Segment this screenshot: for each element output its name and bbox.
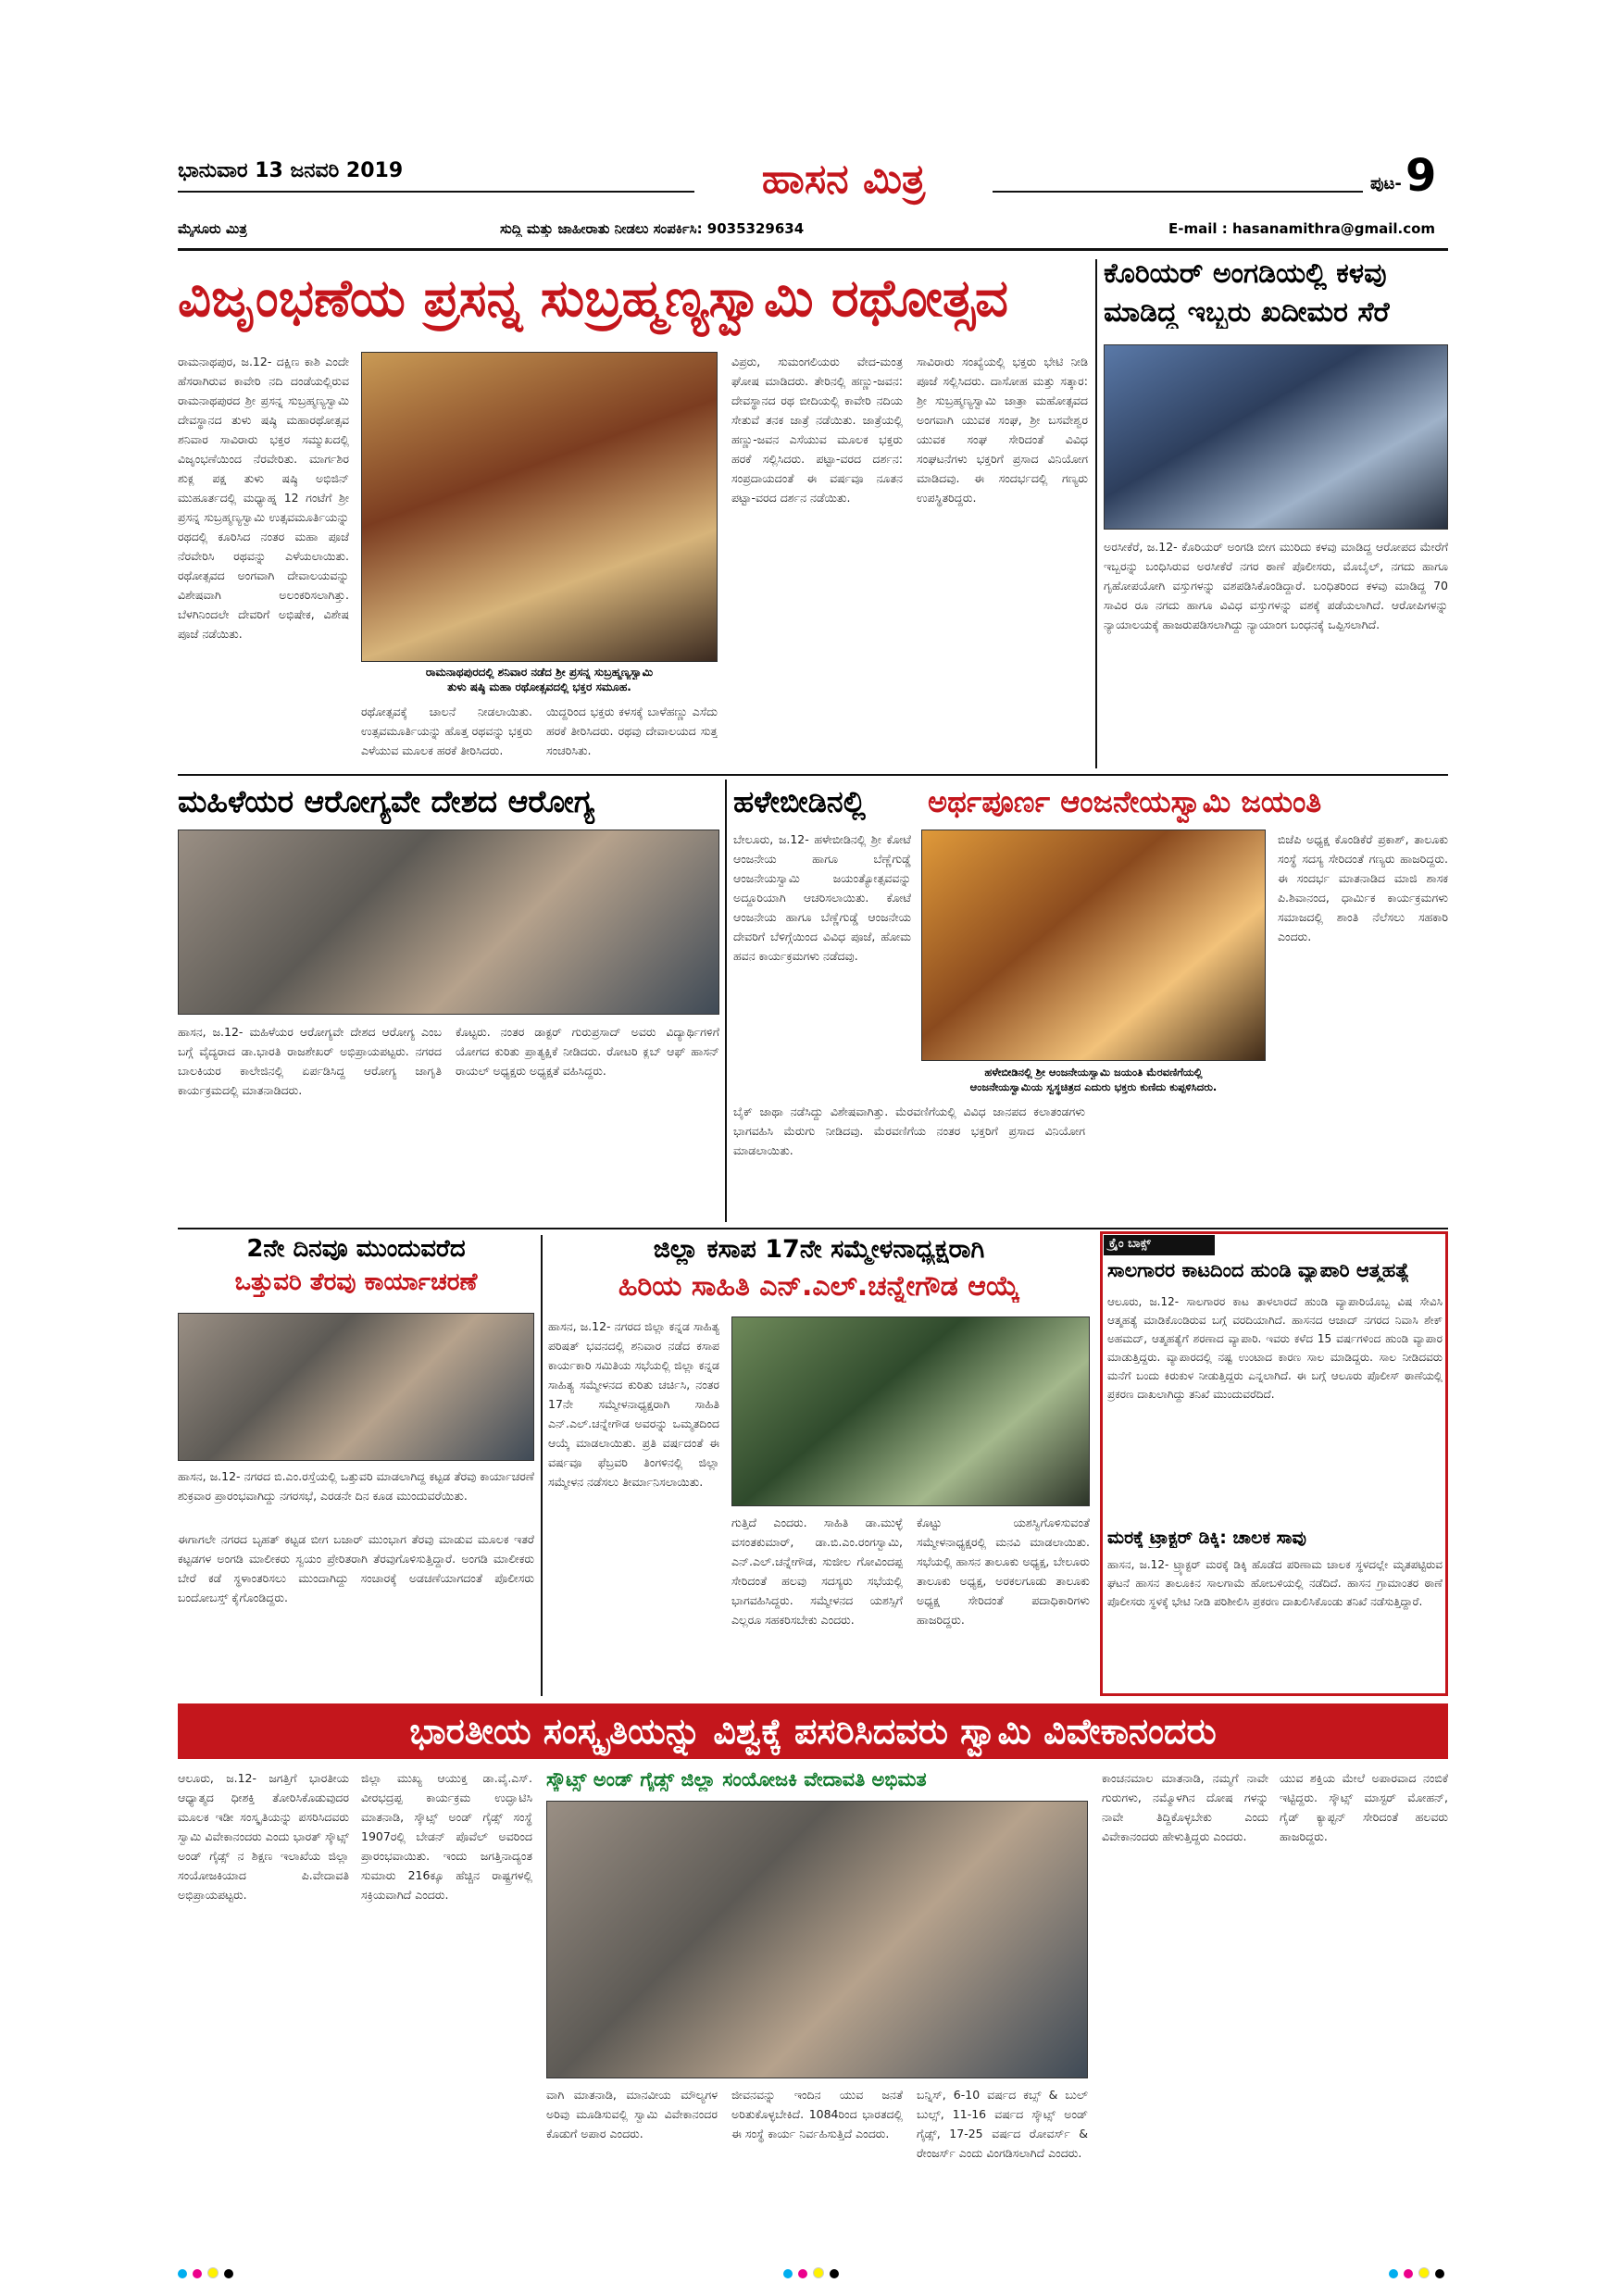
story2-headline-1: ಕೊರಿಯರ್ ಅಂಗಡಿಯಲ್ಲಿ ಕಳವು <box>1104 257 1387 290</box>
story8-col3: ವಾಗಿ ಮಾತನಾಡಿ, ಮಾನವೀಯ ಮೌಲ್ಯಗಳ ಅರಿವು ಮೂಡಿಸುವಲ್ಲಿ ಸ್ವಾಮಿ ವಿವೇಕಾನಂದರ ಕೊಡುಗೆ ಅಪಾರ ಎಂದರು. <box>546 2088 718 2140</box>
cyan-dot <box>178 2269 187 2278</box>
story3-headline: ಮಹಿಳೆಯರ ಆರೋಗ್ಯವೇ ದೇಶದ ಆರೋಗ್ಯ <box>178 783 595 819</box>
story4-headline-prefix: ಹಳೇಬೀಡಿನಲ್ಲಿ <box>733 784 866 819</box>
story8-sub-headline: ಸ್ಕೌಟ್ಸ್ ಅಂಡ್ ಗೈಡ್ಸ್ ಜಿಲ್ಲಾ ಸಂಯೋಜಕಿ ವೇದಾವತಿ ಅಭಿಮತ <box>546 1768 927 1791</box>
column-divider-mid <box>725 780 727 1222</box>
story8-col2: ಜಿಲ್ಲಾ ಮುಖ್ಯ ಆಯುಕ್ತ ಡಾ.ವೈ.ಎಸ್. ವೀರಭದ್ರಪ್ಪ ಕಾರ್ಯಕ್ರಮ ಉದ್ಘಾಟಿಸಿ ಮಾತನಾಡಿ, ಸ್ಕೌಟ್ಸ್ ಅಂಡ್ ಗೈಡ್ಸ್ ಸಂಸ್ಥೆ 1907ರಲ್ಲಿ ಬೇಡನ್ ಪೊವೆಲ್ ಅವರಿಂದ ಪ್ರಾರಂಭವಾಯಿತು. ಇಂದು ಜಗತ್ತಿನಾದ್ಯಂತ ಸುಮಾರು 216ಕ್ಕೂ ಹೆಚ್ಚಿನ ರಾಷ್ಟ್ರಗಳಲ್ಲಿ ಸಕ್ರಿಯವಾಗಿದೆ ಎಂದರು. <box>361 1771 532 1902</box>
story4-photo <box>921 830 1266 1061</box>
cyan-dot <box>783 2269 793 2278</box>
yellow-dot <box>207 2267 219 2278</box>
magenta-dot <box>193 2269 202 2278</box>
story4-caption-1: ಹಳೇಬೀಡಿನಲ್ಲಿ ಶ್ರೀ ಆಂಜನೇಯಸ್ವಾಮಿ ಜಯಂತಿ ಮೆರವಣಿಗೆಯಲ್ಲಿ <box>921 1065 1266 1079</box>
story7-sub-headline: ಮರಕ್ಕೆ ಟ್ರಾಕ್ಟರ್ ಡಿಕ್ಕಿ: ಚಾಲಕ ಸಾವು <box>1107 1528 1306 1548</box>
section-rule-2 <box>178 1228 1448 1229</box>
story2-body: ಅರಸೀಕೆರೆ, ಜ.12- ಕೊರಿಯರ್ ಅಂಗಡಿ ಬೀಗ ಮುರಿದು ಕಳವು ಮಾಡಿದ್ದ ಆರೋಪದ ಮೇರೆಗೆ ಇಬ್ಬರನ್ನು ಬಂಧಿಸಿರುವ ಅರಸೀಕೆರೆ ನಗರ ಠಾಣೆ ಪೊಲೀಸರು, ಮೊಬೈಲ್, ನಗದು ಹಾಗೂ ಗೃಹೋಪಯೋಗಿ ವಸ್ತುಗಳನ್ನು ವಶಪಡಿಸಿಕೊಂಡಿದ್ದಾರೆ. ಬಂಧಿತರಿಂದ ಕಳವು ಮಾಡಿದ್ದ 70 ಸಾವಿರ ರೂ ನಗದು ಹಾಗೂ ವಿವಿಧ ವಸ್ತುಗಳನ್ನು ವಶಕ್ಕೆ ಪಡೆಯಲಾಗಿದೆ. ಆರೋಪಿಗಳನ್ನು ನ್ಯಾಯಾಲಯಕ್ಕೆ ಹಾಜರುಪಡಿಸಲಾಗಿದ್ದು ನ್ಯಾಯಾಂಗ ಬಂಧನಕ್ಕೆ ಒಪ್ಪಿಸಲಾಗಿದೆ. <box>1104 540 1448 631</box>
story2-photo <box>1104 344 1448 530</box>
story3-col2: ಕೊಟ್ಟರು. ನಂತರ ಡಾಕ್ಟರ್ ಗುರುಪ್ರಸಾದ್ ಅವರು ವಿದ್ಯಾರ್ಥಿಗಳಿಗೆ ಯೋಗದ ಕುರಿತು ಪ್ರಾತ್ಯಕ್ಷಿಕೆ ನೀಡಿದರು. ರೋಟರಿ ಕ್ಲಬ್ ಆಫ್ ಹಾಸನ್ ರಾಯಲ್ ಅಧ್ಯಕ್ಷರು ಅಧ್ಯಕ್ಷತೆ ವಹಿಸಿದ್ದರು. <box>456 1025 719 1078</box>
story1-col4: ವಿಪ್ರರು, ಸುಮಂಗಲಿಯರು ವೇದ-ಮಂತ್ರ ಘೋಷ ಮಾಡಿದರು. ತೇರಿನಲ್ಲಿ ಹಣ್ಣು-ಜವನ: ದೇವಸ್ಥಾನದ ರಥ ಬೀದಿಯಲ್ಲಿ ಕಾವೇರಿ ನದಿಯ ಸೇತುವೆ ತನಕ ಜಾತ್ರೆ ನಡೆಯಿತು. ಜಾತ್ರೆಯಲ್ಲಿ ಹಣ್ಣು-ಜವನ ಎಸೆಯುವ ಮೂಲಕ ಭಕ್ತರು ಹರಕೆ ಸಲ್ಲಿಸಿದರು. ಪಟ್ಟಾ-ವರದ ದರ್ಶನ: ಸಂಪ್ರದಾಯದಂತೆ ಈ ವರ್ಷವೂ ನೂತನ ಪಟ್ಟಾ-ವರದ ದರ್ಶನ ನಡೆಯಿತು. <box>731 355 903 505</box>
page-label: ಪುಟ- <box>1370 174 1402 193</box>
story8-col6: ಕಾಂಚನಮಾಲ ಮಾತನಾಡಿ, ನಮ್ಮಗೆ ನಾವೇ ಗುರುಗಳು, ನಮ್ಮೊಳಗಿನ ದೋಷ ಗಳನ್ನು ನಾವೇ ತಿದ್ದಿಕೊಳ್ಳಬೇಕು ಎಂದು ವಿವೇಕಾನಂದರು ಹೇಳುತ್ತಿದ್ದರು ಎಂದರು. <box>1102 1771 1268 1843</box>
story8-headline: ಭಾರತೀಯ ಸಂಸ್ಕೃತಿಯನ್ನು ವಿಶ್ವಕ್ಕೆ ಪಸರಿಸಿದವರು ಸ್ವಾಮಿ ವಿವೇಕಾನಂದರು <box>178 1703 1448 1759</box>
story1-col3: ಯಿದ್ದರಿಂದ ಭಕ್ತರು ಕಳಸಕ್ಕೆ ಬಾಳೆಹಣ್ಣು ಎಸೆದು ಹರಕೆ ತೀರಿಸಿದರು. ರಥವು ದೇವಾಲಯದ ಸುತ್ತ ಸಂಚರಿಸಿತು. <box>546 705 718 757</box>
story8-col4: ಜೀವನವನ್ನು ಇಂದಿನ ಯುವ ಜನತೆ ಅರಿತುಕೊಳ್ಳಬೇಕಿದೆ. 1084ರಿಂದ ಭಾರತದಲ್ಲಿ ಈ ಸಂಸ್ಥೆ ಕಾರ್ಯ ನಿರ್ವಹಿಸುತ್ತಿದೆ ಎಂದರು. <box>731 2088 903 2140</box>
story8-col7: ಯುವ ಶಕ್ತಿಯ ಮೇಲೆ ಅಪಾರವಾದ ನಂಬಿಕೆ ಇಟ್ಟಿದ್ದರು. ಸ್ಕೌಟ್ಸ್ ಮಾಸ್ಟರ್ ಮೋಹನ್, ಗೈಡ್ ಕ್ಯಾಪ್ಟನ್ ಸೇರಿದಂತೆ ಹಲವರು ಹಾಜರಿದ್ದರು. <box>1280 1771 1448 1843</box>
masthead-left-rule <box>178 191 694 193</box>
registration-dots-center <box>783 2265 844 2282</box>
masthead-bottom-rule <box>178 248 1448 251</box>
story8-photo <box>546 1801 1088 2078</box>
black-dot <box>1435 2269 1444 2278</box>
story4-col2: ಬೈಕ್ ಜಾಥಾ ನಡೆಸಿದ್ದು ವಿಶೇಷವಾಗಿತ್ತು. ಮೆರವಣಿಗೆಯಲ್ಲಿ ವಿವಿಧ ಜಾನಪದ ಕಲಾತಂಡಗಳು ಭಾಗವಹಿಸಿ ಮೆರುಗು ನೀಡಿದವು. ಮೆರವಣಿಗೆಯ ನಂತರ ಭಕ್ತರಿಗೆ ಪ್ರಸಾದ ವಿನಿಯೋಗ ಮಾಡಲಾಯಿತು. <box>733 1104 1085 1157</box>
story5-body1: ಹಾಸನ, ಜ.12- ನಗರದ ಬಿ.ಎಂ.ರಸ್ತೆಯಲ್ಲಿ ಒತ್ತುವರಿ ಮಾಡಲಾಗಿದ್ದ ಕಟ್ಟಡ ತೆರವು ಕಾರ್ಯಾಚರಣೆ ಶುಕ್ರವಾರ ಪ್ರಾರಂಭವಾಗಿದ್ದು ನಗರಸಭೆ, ಎರಡನೇ ದಿನ ಕೂಡ ಮುಂದುವರೆಯಿತು. <box>178 1469 534 1503</box>
story1-photo <box>361 352 718 662</box>
crime-box-tag-label: ಕ್ರೈಂ ಬಾಕ್ಸ್ <box>1109 1237 1151 1251</box>
page-number: 9 <box>1405 150 1437 202</box>
story1-col5: ಸಾವಿರಾರು ಸಂಖ್ಯೆಯಲ್ಲಿ ಭಕ್ತರು ಭೇಟಿ ನೀಡಿ ಪೂಜೆ ಸಲ್ಲಿಸಿದರು. ದಾಸೋಹ ಮತ್ತು ಸತ್ಕಾರ: ಶ್ರೀ ಸುಬ್ರಹ್ಮಣ್ಯಸ್ವಾಮಿ ಜಾತ್ರಾ ಮಹೋತ್ಸವದ ಅಂಗವಾಗಿ ಯುವಕ ಸಂಘ, ಶ್ರೀ ಬಸವೇಶ್ವರ ಯುವಕ ಸಂಘ ಸೇರಿದಂತೆ ವಿವಿಧ ಸಂಘಟನೆಗಳು ಭಕ್ತರಿಗೆ ಪ್ರಸಾದ ವಿನಿಯೋಗ ಮಾಡಿದವು. ಈ ಸಂದರ್ಭದಲ್ಲಿ ಗಣ್ಯರು ಉಪಸ್ಥಿತರಿದ್ದರು. <box>917 355 1088 505</box>
story6-col1: ಹಾಸನ, ಜ.12- ನಗರದ ಜಿಲ್ಲಾ ಕನ್ನಡ ಸಾಹಿತ್ಯ ಪರಿಷತ್ ಭವನದಲ್ಲಿ ಶನಿವಾರ ನಡೆದ ಕಸಾಪ ಕಾರ್ಯಕಾರಿ ಸಮಿತಿಯ ಸಭೆಯಲ್ಲಿ ಜಿಲ್ಲಾ ಕನ್ನಡ ಸಾಹಿತ್ಯ ಸಮ್ಮೇಳನದ ಕುರಿತು ಚರ್ಚಿಸಿ, ನಂತರ 17ನೇ ಸಮ್ಮೇಳನಾಧ್ಯಕ್ಷರಾಗಿ ಸಾಹಿತಿ ಎನ್.ಎಲ್.ಚನ್ನೇಗೌಡ ಅವರನ್ನು ಒಮ್ಮತದಿಂದ ಆಯ್ಕೆ ಮಾಡಲಾಯಿತು. ಪ್ರತಿ ವರ್ಷದಂತೆ ಈ ವರ್ಷವೂ ಫೆಬ್ರವರಿ ತಿಂಗಳಿನಲ್ಲಿ ಜಿಲ್ಲಾ ಸಮ್ಮೇಳನ ನಡೆಸಲು ತೀರ್ಮಾನಿಸಲಾಯಿತು. <box>548 1319 719 1489</box>
story8-col1: ಆಲೂರು, ಜ.12- ಜಗತ್ತಿಗೆ ಭಾರತೀಯ ಆಧ್ಯಾತ್ಮದ ಧೀಶಕ್ತಿ ತೋರಿಸಿಕೊಡುವುದರ ಮೂಲಕ ಇಡೀ ಸಂಸ್ಕೃತಿಯನ್ನು ಪಸರಿಸಿದವರು ಸ್ವಾಮಿ ವಿವೇಕಾನಂದರು ಎಂದು ಭಾರತ್ ಸ್ಕೌಟ್ಸ್ ಅಂಡ್ ಗೈಡ್ಸ್ ನ ಶಿಕ್ಷಣ ಇಲಾಖೆಯ ಜಿಲ್ಲಾ ಸಂಯೋಜಕಿಯಾದ ಪಿ.ವೇದಾವತಿ ಅಭಿಪ್ರಾಯಪಟ್ಟರು. <box>178 1771 349 1902</box>
masthead-right-rule <box>993 191 1363 193</box>
magenta-dot <box>1404 2269 1413 2278</box>
story6-col3: ಕೊಟ್ಟು ಯಶಸ್ವಿಗೊಳಿಸುವಂತೆ ಸಮ್ಮೇಳನಾಧ್ಯಕ್ಷರಲ್ಲಿ ಮನವಿ ಮಾಡಲಾಯಿತು. ಸಭೆಯಲ್ಲಿ ಹಾಸನ ತಾಲೂಕು ಅಧ್ಯಕ್ಷ, ಬೇಲೂರು ತಾಲೂಕು ಅಧ್ಯಕ್ಷ, ಅರಕಲಗೂಡು ತಾಲೂಕು ಅಧ್ಯಕ್ಷ ಸೇರಿದಂತೆ ಪದಾಧಿಕಾರಿಗಳು ಹಾಜರಿದ್ದರು. <box>917 1516 1090 1627</box>
masthead-title: ಹಾಸನ ಮಿತ್ರ <box>761 156 926 203</box>
story5-headline-1: 2ನೇ ದಿನವೂ ಮುಂದುವರೆದ <box>246 1235 466 1263</box>
column-divider-top <box>1095 259 1097 768</box>
story6-headline-1: ಜಿಲ್ಲಾ ಕಸಾಪ 17ನೇ ಸಮ್ಮೇಳನಾಧ್ಯಕ್ಷರಾಗಿ <box>653 1235 985 1264</box>
story1-col1: ರಾಮನಾಥಪುರ, ಜ.12- ದಕ್ಷಿಣ ಕಾಶಿ ಎಂದೇ ಹೆಸರಾಗಿರುವ ಕಾವೇರಿ ನದಿ ದಂಡೆಯಲ್ಲಿರುವ ರಾಮನಾಥಪುರದ ಶ್ರೀ ಪ್ರಸನ್ನ ಸುಬ್ರಹ್ಮಣ್ಯಸ್ವಾಮಿ ದೇವಸ್ಥಾನದ ತುಳು ಷಷ್ಠಿ ಮಹಾರಥೋತ್ಸವ ಶನಿವಾರ ಸಾವಿರಾರು ಭಕ್ತರ ಸಮ್ಮುಖದಲ್ಲಿ ವಿಜೃಂಭಣೆಯಿಂದ ನೆರವೇರಿತು. ಮಾರ್ಗಶಿರ ಶುಕ್ಲ ಪಕ್ಷ ತುಳು ಷಷ್ಠಿ ಅಭಿಜಿನ್ ಮುಹೂರ್ತದಲ್ಲಿ ಮಧ್ಯಾಹ್ನ 12 ಗಂಟೆಗೆ ಶ್ರೀ ಪ್ರಸನ್ನ ಸುಬ್ರಹ್ಮಣ್ಯಸ್ವಾಮಿ ಉತ್ಸವಮೂರ್ತಿಯನ್ನು ರಥದಲ್ಲಿ ಕೂರಿಸಿದ ನಂತರ ಮಹಾ ಪೂಜೆ ನೆರವೇರಿಸಿ ರಥವನ್ನು ಎಳೆಯಲಾಯಿತು. ರಥೋತ್ಸವದ ಅಂಗವಾಗಿ ದೇವಾಲಯವನ್ನು ವಿಶೇಷವಾಗಿ ಅಲಂಕರಿಸಲಾಗಿತ್ತು. ಬೆಳಗಿನಿಂದಲೇ ದೇವರಿಗೆ ಅಭಿಷೇಕ, ವಿಶೇಷ ಪೂಜೆ ನಡೆಯಿತು. <box>178 355 349 641</box>
story5-headline-2: ಒತ್ತುವರಿ ತೆರವು ಕಾರ್ಯಾಚರಣೆ <box>234 1268 478 1296</box>
registration-dots-left <box>178 2265 239 2282</box>
story5-body2: ಈಗಾಗಲೇ ನಗರದ ಬೃಹತ್ ಕಟ್ಟಡ ಬೀಗ ಬಜಾರ್ ಮುಂಭಾಗ ತೆರವು ಮಾಡುವ ಮೂಲಕ ಇತರೆ ಕಟ್ಟಡಗಳ ಅಂಗಡಿ ಮಾಲೀಕರು ಸ್ವಯಂ ಪ್ರೇರಿತರಾಗಿ ತೆರವುಗೊಳಿಸುತ್ತಿದ್ದಾರೆ. ಅಂಗಡಿ ಮಾಲೀಕರು ಬೇರೆ ಕಡೆ ಸ್ಥಳಾಂತರಿಸಲು ಮುಂದಾಗಿದ್ದು ಸಂಚಾರಕ್ಕೆ ಅಡಚಣೆಯಾಗದಂತೆ ಪೊಲೀಸರು ಬಂದೋಬಸ್ತ್ ಕೈಗೊಂಡಿದ್ದರು. <box>178 1532 534 1604</box>
story1-col2: ರಥೋತ್ಸವಕ್ಕೆ ಚಾಲನೆ ನೀಡಲಾಯಿತು. ಉತ್ಸವಮೂರ್ತಿಯನ್ನು ಹೊತ್ತ ರಥವನ್ನು ಭಕ್ತರು ಎಳೆಯುವ ಮೂಲಕ ಹರಕೆ ತೀರಿಸಿದರು. <box>361 705 532 757</box>
cyan-dot <box>1389 2269 1398 2278</box>
yellow-dot <box>1418 2267 1430 2278</box>
story6-col2: ಗುತ್ತಿದೆ ಎಂದರು. ಸಾಹಿತಿ ಡಾ.ಮುಳ್ಳೆ ವಸಂತಕುಮಾರ್, ಡಾ.ಬಿ.ಎಂ.ರಂಗಸ್ವಾಮಿ, ಎನ್.ಎಲ್.ಚನ್ನೇಗೌಡ, ಸುಜೀಲ ಗೋವಿಂದಪ್ಪ ಸೇರಿದಂತೆ ಹಲವು ಸದಸ್ಯರು ಸಭೆಯಲ್ಲಿ ಭಾಗವಹಿಸಿದ್ದರು. ಸಮ್ಮೇಳನದ ಯಶಸ್ಸಿಗೆ ಎಲ್ಲರೂ ಸಹಕರಿಸಬೇಕು ಎಂದರು. <box>731 1516 903 1627</box>
black-dot <box>830 2269 839 2278</box>
story7-body: ಆಲೂರು, ಜ.12- ಸಾಲಗಾರರ ಕಾಟ ತಾಳಲಾರದೆ ಹುಂಡಿ ವ್ಯಾಪಾರಿಯೊಬ್ಬ ವಿಷ ಸೇವಿಸಿ ಆತ್ಮಹತ್ಯೆ ಮಾಡಿಕೊಂಡಿರುವ ಬಗ್ಗೆ ವರದಿಯಾಗಿದೆ. ಹಾಸನದ ಆಜಾದ್ ನಗರದ ನಿವಾಸಿ ಶೇಕ್ ಅಹಮದ್, ಆತ್ಮಹತ್ಯೆಗೆ ಶರಣಾದ ವ್ಯಾಪಾರಿ. ಇವರು ಕಳೆದ 15 ವರ್ಷಗಳಿಂದ ಹುಂಡಿ ವ್ಯಾಪಾರ ಮಾಡುತ್ತಿದ್ದರು. ವ್ಯಾಪಾರದಲ್ಲಿ ನಷ್ಟ ಉಂಟಾದ ಕಾರಣ ಸಾಲ ಮಾಡಿದ್ದರು. ಸಾಲ ನೀಡಿದವರು ಮನೆಗೆ ಬಂದು ಕಿರುಕುಳ ನೀಡುತ್ತಿದ್ದರು ಎನ್ನಲಾಗಿದೆ. ಈ ಬಗ್ಗೆ ಆಲೂರು ಪೊಲೀಸ್ ಠಾಣೆಯಲ್ಲಿ ಪ್ರಕರಣ ದಾಖಲಾಗಿದ್ದು ತನಿಖೆ ಮುಂದುವರೆದಿದೆ. <box>1107 1295 1443 1401</box>
story4-headline-main: ಅರ್ಥಪೂರ್ಣ ಆಂಜನೇಯಸ್ವಾಮಿ ಜಯಂತಿ <box>928 784 1322 819</box>
yellow-dot <box>813 2267 824 2278</box>
story2-headline-2: ಮಾಡಿದ್ದ ಇಬ್ಬರು ಖದೀಮರ ಸೆರೆ <box>1104 296 1390 329</box>
story6-headline-2: ಹಿರಿಯ ಸಾಹಿತಿ ಎನ್.ಎಲ್.ಚನ್ನೇಗೌಡ ಆಯ್ಕೆ <box>618 1270 1020 1303</box>
story1-caption-1: ರಾಮನಾಥಪುರದಲ್ಲಿ ಶನಿವಾರ ನಡೆದ ಶ್ರೀ ಪ್ರಸನ್ನ ಸುಬ್ರಹ್ಮಣ್ಯಸ್ವಾಮಿ <box>361 665 718 680</box>
story3-photo <box>178 830 719 1015</box>
story7-headline: ಸಾಲಗಾರರ ಕಾಟದಿಂದ ಹುಂಡಿ ವ್ಯಾಪಾರಿ ಆತ್ಮಹತ್ಯೆ <box>1107 1259 1410 1281</box>
black-dot <box>224 2269 233 2278</box>
story8-col5: ಬನ್ನಿಸ್, 6-10 ವರ್ಷದ ಕಬ್ಸ್ & ಬುಲ್ ಬುಲ್ಸ್, 11-16 ವರ್ಷದ ಸ್ಕೌಟ್ಸ್ ಅಂಡ್ ಗೈಡ್ಸ್, 17-25 ವರ್ಷದ ರೋವರ್ಸ್ & ರೇಂಜರ್ಸ್ ಎಂದು ವಿಂಗಡಿಸಲಾಗಿದೆ ಎಂದರು. <box>917 2088 1088 2160</box>
contact-email: E-mail : hasanamithra@gmail.com <box>1168 220 1436 237</box>
story7-sub-body: ಹಾಸನ, ಜ.12- ಟ್ರ್ಯಾಕ್ಟರ್ ಮರಕ್ಕೆ ಡಿಕ್ಕಿ ಹೊಡೆದ ಪರಿಣಾಮ ಚಾಲಕ ಸ್ಥಳದಲ್ಲೇ ಮೃತಪಟ್ಟಿರುವ ಘಟನೆ ಹಾಸನ ತಾಲೂಕಿನ ಸಾಲಗಾಮೆ ಹೋಬಳಿಯಲ್ಲಿ ನಡೆದಿದೆ. ಹಾಸನ ಗ್ರಾಮಾಂತರ ಠಾಣೆ ಪೊಲೀಸರು ಸ್ಥಳಕ್ಕೆ ಭೇಟಿ ನೀಡಿ ಪರಿಶೀಲಿಸಿ ಪ್ರಕರಣ ದಾಖಲಿಸಿಕೊಂಡು ತನಿಖೆ ನಡೆಸುತ್ತಿದ್ದಾರೆ. <box>1107 1558 1443 1608</box>
magenta-dot <box>798 2269 807 2278</box>
contact-line: ಸುದ್ದಿ ಮತ್ತು ಜಾಹೀರಾತು ನೀಡಲು ಸಂಪರ್ಕಿಸಿ: 9035329634 <box>500 220 805 237</box>
story1-headline: ವಿಜೃಂಭಣೆಯ ಪ್ರಸನ್ನ ಸುಬ್ರಹ್ಮಣ್ಯಸ್ವಾಮಿ ರಥೋತ್ಸವ <box>178 268 1008 329</box>
registration-dots-right <box>1389 2265 1450 2282</box>
story6-photo <box>731 1316 1090 1506</box>
column-divider-lower-1 <box>541 1235 543 1696</box>
story5-photo <box>178 1313 534 1461</box>
story4-caption-2: ಆಂಜನೇಯಸ್ವಾಮಿಯ ಸ್ವಸ್ಥಚಿತ್ರದ ಎದುರು ಭಕ್ತರು ಕುಣಿದು ಕುಪ್ಪಳಿಸಿದರು. <box>921 1079 1266 1094</box>
story4-col3: ಬಿಜೆಪಿ ಅಧ್ಯಕ್ಷ ಕೊಂಡಿಕೆರೆ ಪ್ರಕಾಶ್, ತಾಲೂಕು ಸಂಸ್ಥೆ ಸದಸ್ಯ ಸೇರಿದಂತೆ ಗಣ್ಯರು ಹಾಜರಿದ್ದರು. ಈ ಸಂದರ್ಭ ಮಾತನಾಡಿದ ಮಾಜಿ ಶಾಸಕ ಪಿ.ಶಿವಾನಂದ, ಧಾರ್ಮಿಕ ಕಾರ್ಯಕ್ರಮಗಳು ಸಮಾಜದಲ್ಲಿ ಶಾಂತಿ ನೆಲೆಸಲು ಸಹಕಾರಿ ಎಂದರು. <box>1278 832 1448 943</box>
story3-col1: ಹಾಸನ, ಜ.12- ಮಹಿಳೆಯರ ಆರೋಗ್ಯವೇ ದೇಶದ ಆರೋಗ್ಯ ಎಂಬ ಬಗ್ಗೆ ವೈದ್ಯರಾದ ಡಾ.ಭಾರತಿ ರಾಜಶೇಖರ್ ಅಭಿಪ್ರಾಯಪಟ್ಟರು. ನಗರದ ಬಾಲಕಿಯರ ಕಾಲೇಜಿನಲ್ಲಿ ಏರ್ಪಡಿಸಿದ್ದ ಆರೋಗ್ಯ ಜಾಗೃತಿ ಕಾರ್ಯಕ್ರಮದಲ್ಲಿ ಮಾತನಾಡಿದರು. <box>178 1025 442 1097</box>
story4-col1: ಬೇಲೂರು, ಜ.12- ಹಳೇಬೀಡಿನಲ್ಲಿ ಶ್ರೀ ಕೋಟೆ ಆಂಜನೇಯ ಹಾಗೂ ಬೆಣ್ಣೆಗುಡ್ಡೆ ಆಂಜನೇಯಸ್ವಾಮಿ ಜಯಂತ್ಯೋತ್ಸವವನ್ನು ಅದ್ದೂರಿಯಾಗಿ ಆಚರಿಸಲಾಯಿತು. ಕೋಟೆ ಆಂಜನೇಯ ಹಾಗೂ ಬೆಣ್ಣೆಗುಡ್ಡೆ ಆಂಜನೇಯ ದೇವರಿಗೆ ಬೆಳಿಗ್ಗೆಯಿಂದ ವಿವಿಧ ಪೂಜೆ, ಹೋಮ ಹವನ ಕಾರ್ಯಕ್ರಮಗಳು ನಡೆದವು. <box>733 832 911 963</box>
edition-name: ಮೈಸೂರು ಮಿತ್ರ <box>178 220 247 237</box>
section-rule-1 <box>178 774 1448 776</box>
issue-date: ಭಾನುವಾರ 13 ಜನವರಿ 2019 <box>178 159 404 182</box>
story1-caption-2: ತುಳು ಷಷ್ಠಿ ಮಹಾ ರಥೋತ್ಸವದಲ್ಲಿ ಭಕ್ತರ ಸಮೂಹ. <box>361 680 718 694</box>
